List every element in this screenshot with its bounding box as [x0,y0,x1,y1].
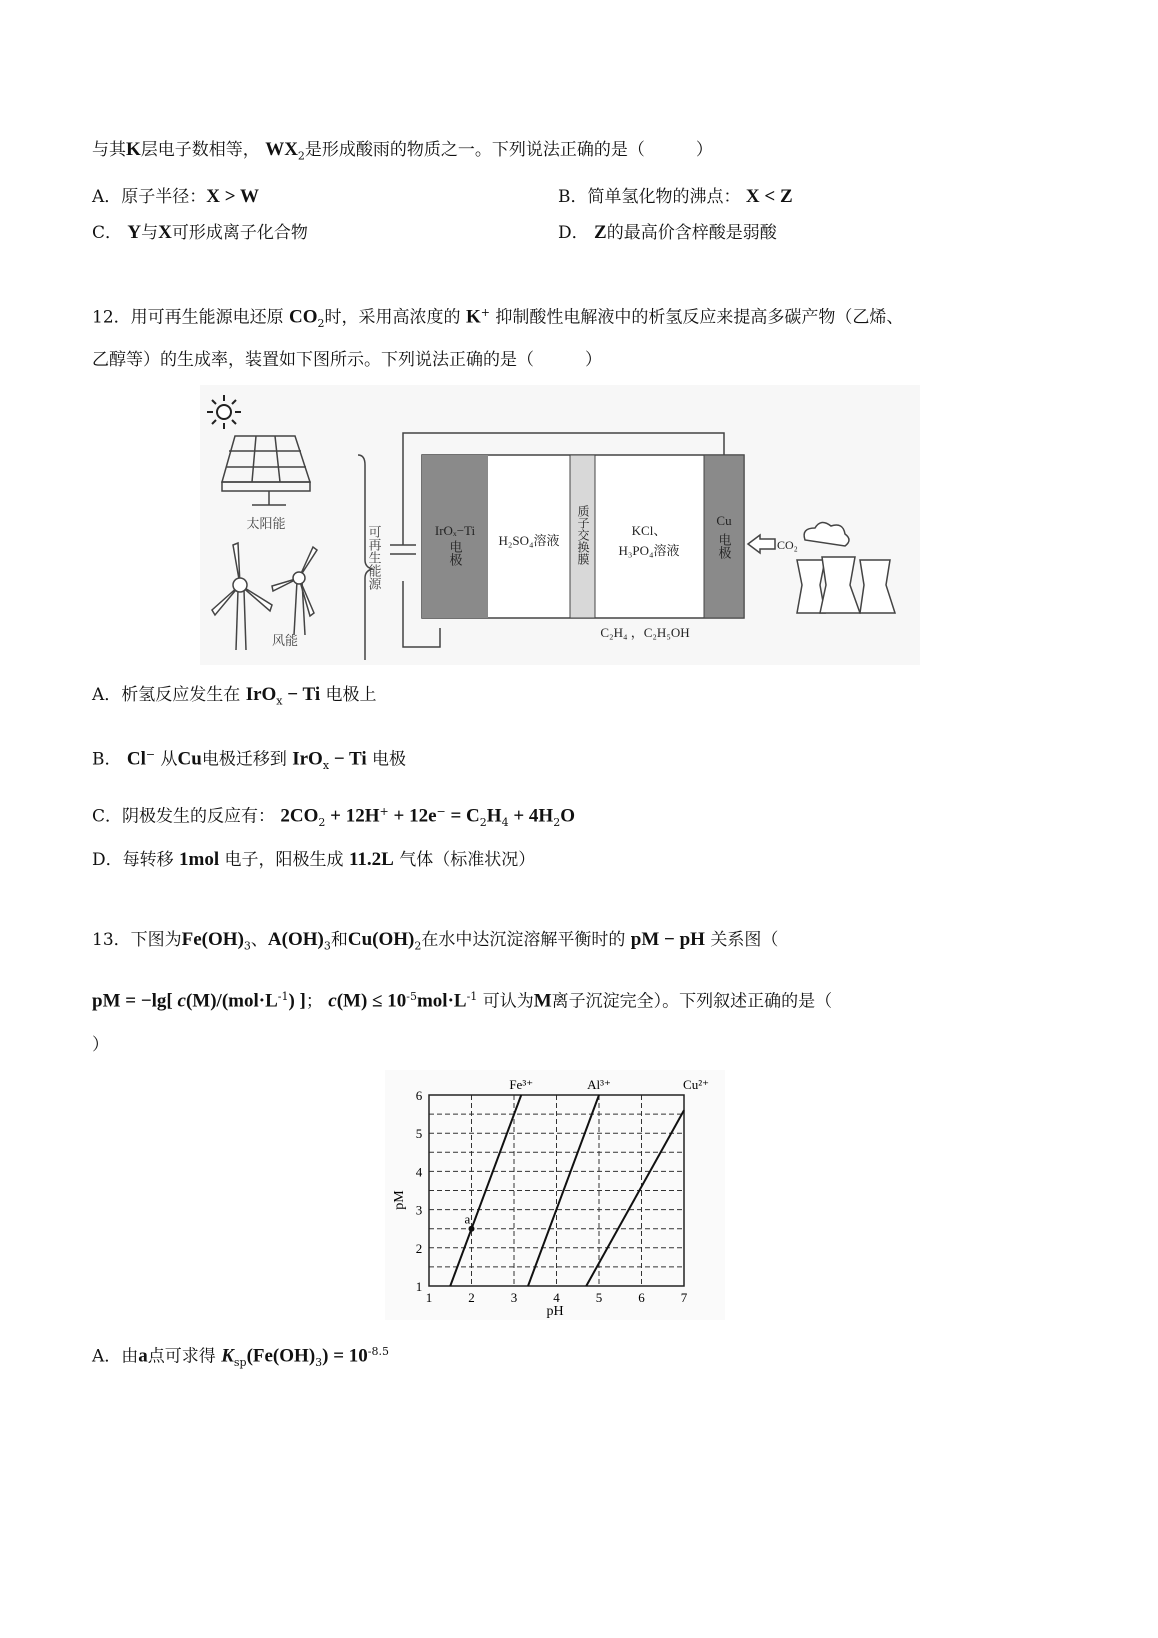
q12-option-c [92,800,575,835]
text-segment: A．析氢反应发生在 [92,685,246,705]
text-segment: pM = −lg[ [92,990,178,1012]
text-segment: B．简单氢化物的沸点： [558,187,746,207]
q13-option-a [92,1340,389,1375]
text-segment: A．由 [92,1346,139,1367]
x-tick-label: 7 [680,1290,688,1305]
solar-label: 太阳能 [246,516,286,531]
q11-option-a [92,185,259,209]
text-segment: 11.2L [348,849,394,870]
text-segment: 在水中达沉淀溶解平衡时的 [421,930,631,950]
text-segment: A(OH) [267,929,324,950]
text-segment: c [177,990,186,1012]
text-segment: Cl [126,748,146,770]
text-segment: + 12e [388,805,437,827]
q12-stem-line2 [92,348,602,372]
text-segment: 2 [317,317,325,331]
text-segment: c [328,990,337,1012]
text-segment: (M) ≤ 10 [336,990,407,1012]
text-segment: -1 [277,990,289,1003]
point-label: a [464,1211,471,1227]
text-segment: − [436,805,446,818]
text-segment: D． [558,223,595,243]
text-segment: K [126,139,141,160]
text-segment: + [480,306,490,319]
q12-option-b [92,743,406,778]
text-segment: x [276,694,283,708]
y-tick-label: 4 [415,1164,423,1180]
text-segment: H [486,805,502,827]
text-segment: ； [305,991,329,1012]
q13-stem-line2 [92,985,832,1014]
text-segment: + 4H [508,805,554,827]
q13-stem-line3 [92,1033,109,1057]
text-segment: C． [92,223,128,243]
products-label: C₂H₄ ，C₂H₅OH [600,625,690,640]
text-segment: K [221,1345,234,1367]
cu-label: Cu [716,513,732,528]
text-segment: M [533,990,552,1012]
q11-option-d [558,221,777,245]
text-segment: 2 [414,939,422,953]
wind-label: 风能 [271,633,299,648]
text-segment: (M)/(mol·L [185,990,278,1012]
q11-option-c [92,221,308,245]
text-segment: 12．用可再生能源电还原 [92,307,290,328]
y-tick-label: 6 [415,1088,423,1103]
text-segment: 电极上 [320,685,377,705]
series-label-Cu2+: Cu²⁺ [683,1077,709,1092]
text-segment: 2 [553,816,561,830]
text-segment: K [465,306,481,328]
x-axis-label: pH [546,1304,564,1319]
text-segment: 、 [250,930,268,950]
text-segment: O [560,805,575,827]
text-segment: 可认为 [477,991,534,1012]
text-segment: 可形成离子化合物 [171,223,308,243]
pm-ph-chart [385,1070,725,1320]
text-segment: 13．下图为 [92,930,182,950]
text-segment: ) ] [288,990,306,1012]
text-segment: 3 [323,939,331,953]
text-segment: X > W [206,186,259,207]
text-segment: 电极迁移到 [201,749,293,770]
text-segment: -1 [466,990,478,1003]
text-segment: 1mol [179,849,220,870]
text-segment: -5 [406,990,417,1003]
text-segment: Y [127,222,142,243]
membrane-label: 质子交换膜 [576,505,590,565]
y-tick-label: 3 [415,1202,423,1218]
text-segment: 4 [501,816,509,830]
x-tick-label: 6 [638,1290,645,1305]
text-segment: 的最高价含梓酸是弱酸 [606,223,777,243]
text-segment: + [379,805,389,818]
text-segment: (Fe(OH) [246,1345,316,1367]
text-segment: CO [289,306,318,328]
q12-option-d [92,848,535,872]
text-segment: D．每转移 [92,850,180,870]
x-tick-label: 4 [553,1290,560,1305]
h3po4-label: H₃PO₄溶液 [618,543,680,558]
q11-stem [92,138,713,168]
text-segment: 和 [330,930,348,950]
text-segment: sp [233,1356,247,1370]
x-tick-label: 2 [468,1290,475,1305]
co2-label: CO₂ [777,538,798,552]
text-segment: 电极 [366,749,407,770]
y-tick-label: 5 [415,1126,423,1142]
y-tick-label: 1 [415,1279,423,1294]
text-segment: 时，采用高浓度的 [324,307,466,328]
text-segment: Cu(OH) [347,929,415,950]
text-segment: 2 [318,816,326,830]
series-label-Al3+: Al³⁺ [587,1077,611,1092]
text-segment: IrO [245,684,277,705]
text-segment: 抑制酸性电解液中的析氢反应来提高多碳产物（乙烯、 [489,307,904,328]
text-segment: Cu [177,748,202,770]
kcl-label: KCl、 [631,523,667,538]
text-segment: ) = 10 [322,1345,368,1367]
text-segment: = C [445,805,480,827]
text-segment: ） [92,1035,109,1055]
text-segment: + 12H [325,805,380,827]
text-segment: 与 [141,223,159,243]
anode-label: IrOₓ−Ti [434,523,476,538]
h2so4-label: H₂SO₄溶液 [498,533,560,548]
q12-stem-line1 [92,301,903,336]
renewable-label [367,525,382,590]
electrolysis-diagram [200,385,920,665]
q11-option-b [558,185,793,209]
sun-icon [207,395,241,429]
x-tick-label: 1 [425,1290,433,1305]
text-segment: − [145,748,156,761]
text-segment: C．阴极发生的反应有： [92,806,281,827]
text-segment: − Ti [329,748,367,770]
text-segment: x [322,759,330,773]
text-segment: 乙醇等）的生成率，装置如下图所示。下列说法正确的是（ ） [92,350,602,370]
text-segment: 关系图（ [704,930,779,950]
cu-label-2: 电极 [716,533,732,559]
text-segment: WX [265,139,298,160]
text-segment: 2CO [280,805,319,827]
text-segment: X [158,222,172,243]
anode-label-2: 电极 [447,540,463,566]
text-segment: A．原子半径： [92,187,207,207]
text-segment: 3 [243,939,251,953]
text-segment: 气体（标准状况） [393,850,536,870]
text-segment: 从 [155,749,178,770]
text-segment: IrO [292,748,323,770]
y-tick-label: 2 [415,1240,423,1256]
y-axis-label: pM [392,1190,407,1210]
text-segment: mol·L [416,990,467,1012]
text-segment: Z [594,222,607,243]
text-segment: Fe(OH) [181,929,244,950]
text-segment: 是形成酸雨的物质之一。下列说法正确的是（ ） [304,140,713,160]
series-label-Fe3+: Fe³⁺ [509,1077,534,1092]
x-tick-label: 5 [595,1290,603,1305]
text-segment: 2 [297,149,305,163]
text-segment: 层电子数相等， [140,140,266,160]
text-segment: X < Z [745,186,793,207]
q13-stem-line1 [92,928,778,958]
svg-text:可再生能源: 可再生能源 [366,525,382,590]
text-segment: 2 [479,816,487,830]
text-segment: B． [92,749,127,770]
text-segment: -8.5 [367,1345,390,1358]
x-tick-label: 3 [510,1290,518,1305]
text-segment: 与其 [92,140,126,160]
text-segment: 3 [315,1356,323,1370]
text-segment: 离子沉淀完全）。下列叙述正确的是（ [551,991,833,1012]
text-segment: − Ti [282,684,321,705]
text-segment: pM − pH [630,929,705,950]
text-segment: 点可求得 [147,1346,222,1367]
text-segment: a [138,1345,148,1367]
q12-option-a [92,683,377,713]
text-segment: 电子，阳极生成 [219,850,349,870]
